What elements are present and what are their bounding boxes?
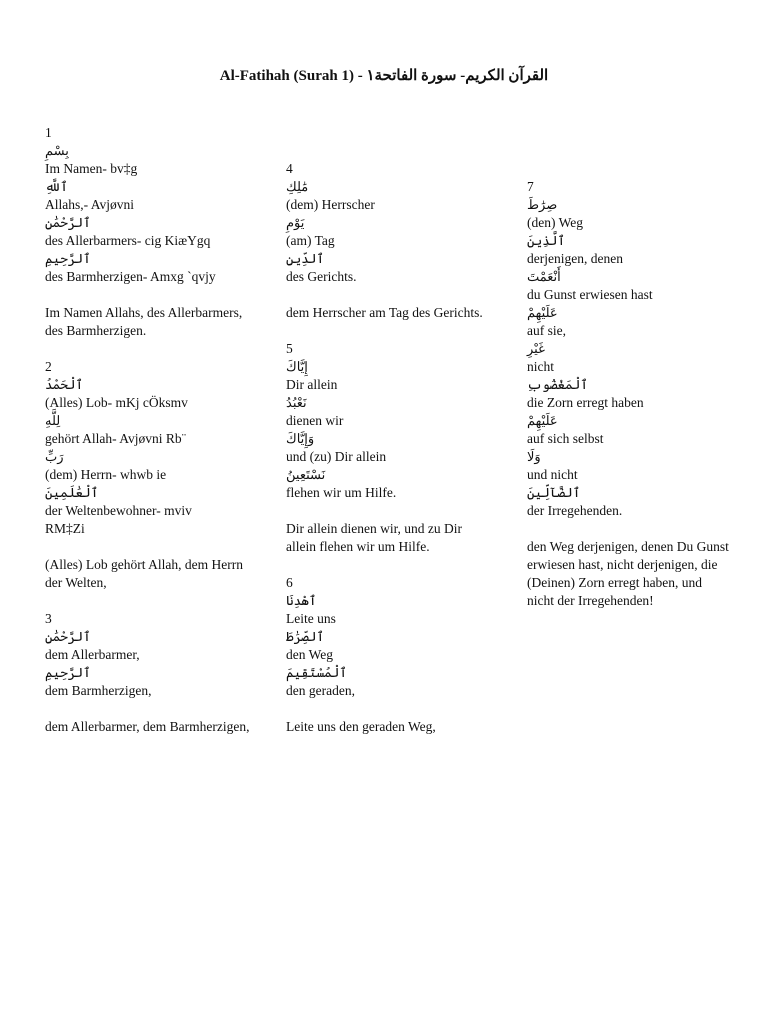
column-2 [286, 160, 511, 736]
verse-number: 7 [527, 179, 534, 194]
word-translation: RM‡Zi [45, 521, 85, 536]
arabic-word: ٱلْحَمْدُ [45, 377, 84, 392]
arabic-word: ٱلْعَٰلَمِينَ [45, 485, 99, 500]
verse-translation: dem Allerbarmer, dem Barmherzigen, [45, 719, 250, 734]
arabic-word: ٱهْدِنَا [286, 593, 317, 608]
arabic-word: رَبِّ [45, 449, 64, 464]
word-translation: auf sich selbst [527, 431, 604, 446]
arabic-word: أَنْعَمْتَ [527, 269, 561, 284]
word-translation: (den) Weg [527, 215, 584, 230]
word-translation: derjenigen, denen [527, 251, 623, 266]
arabic-word: ٱلَّذِينَ [527, 233, 566, 248]
arabic-word: بِسْمِ [45, 143, 69, 158]
arabic-word: وَإِيَّاكَ [286, 431, 315, 446]
word-translation: Dir allein [286, 377, 338, 392]
verse-number: 6 [286, 575, 293, 590]
verse-block [45, 610, 270, 736]
word-translation: und (zu) Dir allein [286, 449, 387, 464]
word-translation: du Gunst erwiesen hast [527, 287, 653, 302]
arabic-word: عَلَيْهِمْ [527, 305, 558, 320]
arabic-word: ٱلرَّحِيمِ [45, 665, 91, 680]
word-translation: (am) Tag [286, 233, 335, 248]
word-translation: auf sie, [527, 323, 566, 338]
verse-number: 4 [286, 161, 293, 176]
word-translation: Im Namen- bv‡g [45, 161, 138, 176]
arabic-word: نَسْتَعِينُ [286, 467, 326, 482]
arabic-word: ٱلرَّحِيمِ [45, 251, 91, 266]
verse-number: 3 [45, 611, 52, 626]
arabic-word: ٱلصِّرَٰطَ [286, 629, 325, 644]
verse-block [286, 574, 511, 736]
arabic-word: إِيَّاكَ [286, 359, 308, 374]
word-translation: und nicht [527, 467, 578, 482]
arabic-word: ٱلضَّآلِّينَ [527, 485, 581, 500]
word-translation: den geraden, [286, 683, 355, 698]
verse-block [286, 340, 511, 556]
verse-block [286, 160, 511, 322]
arabic-word: عَلَيْهِمْ [527, 413, 558, 428]
verse-block [45, 124, 270, 340]
verse-translation: Leite uns den geraden Weg, [286, 719, 436, 734]
word-translation: der Irregehenden. [527, 503, 623, 518]
word-translation: der Weltenbewohner- mviv [45, 503, 192, 518]
verse-translation: (Alles) Lob gehört Allah, dem Herrn der Welten, [45, 557, 243, 590]
verse-translation: Im Namen Allahs, des Allerbarmers, des Barmherzigen. [45, 305, 243, 338]
verse-number: 5 [286, 341, 293, 356]
arabic-word: ٱلْمَغْضُوبِ [527, 377, 588, 392]
word-translation: des Gerichts. [286, 269, 357, 284]
verse-translation: dem Herrscher am Tag des Gerichts. [286, 305, 483, 320]
page-title: Al-Fatihah (Surah 1) - القرآن الكريم- سورة الفاتحة١ [219, 68, 549, 84]
verse-number: 2 [45, 359, 52, 374]
word-translation: dem Allerbarmer, [45, 647, 140, 662]
word-translation: den Weg [286, 647, 334, 662]
verse-block [527, 178, 752, 610]
verse-block [45, 358, 270, 592]
verse-number: 1 [45, 125, 52, 140]
word-translation: (Alles) Lob- mKj cÖksmv [45, 395, 188, 410]
arabic-word: ٱلدِّينِ [286, 251, 325, 266]
arabic-word: ٱلرَّحْمَٰنِ [45, 629, 91, 644]
word-translation: des Allerbarmers- cig KiæYgq [45, 233, 211, 248]
arabic-word: ٱلْمُسْتَقِيمَ [286, 665, 347, 680]
word-translation: die Zorn erregt haben [527, 395, 644, 410]
word-translation: dienen wir [286, 413, 344, 428]
arabic-word: ٱللَّهِ [45, 179, 68, 194]
verse-translation: Dir allein dienen wir, und zu Dir allein flehen wir um Hilfe. [286, 521, 463, 554]
word-translation: (dem) Herrscher [286, 197, 375, 212]
arabic-word: وَلَا [527, 449, 541, 464]
word-translation: flehen wir um Hilfe. [286, 485, 397, 500]
arabic-word: ٱلرَّحْمَٰنِ [45, 215, 91, 230]
word-translation: (dem) Herrn- whwb ie [45, 467, 167, 482]
word-translation: nicht [527, 359, 554, 374]
verse-translation: den Weg derjenigen, denen Du Gunst erwiesen hast, nicht derjenigen, die (Deinen) Zorn erregt haben, und nicht der Irregehenden! [527, 539, 729, 608]
arabic-word: يَوْمِ [286, 215, 305, 230]
arabic-word: مَٰلِكِ [286, 179, 309, 194]
arabic-word: لِلَّهِ [45, 413, 61, 428]
word-translation: gehört Allah- Avjøvni Rb¨ [45, 431, 187, 446]
word-translation: des Barmherzigen- Amxg `qvjy [45, 269, 216, 284]
arabic-word: نَعْبُدُ [286, 395, 307, 410]
word-translation: dem Barmherzigen, [45, 683, 152, 698]
word-translation: Leite uns [286, 611, 336, 626]
arabic-word: صِرَٰطَ [527, 197, 558, 212]
column-1 [45, 124, 270, 736]
column-3 [527, 178, 752, 610]
word-translation: Allahs,- Avjøvni [45, 197, 134, 212]
arabic-word: غَيْرِ [527, 341, 545, 356]
